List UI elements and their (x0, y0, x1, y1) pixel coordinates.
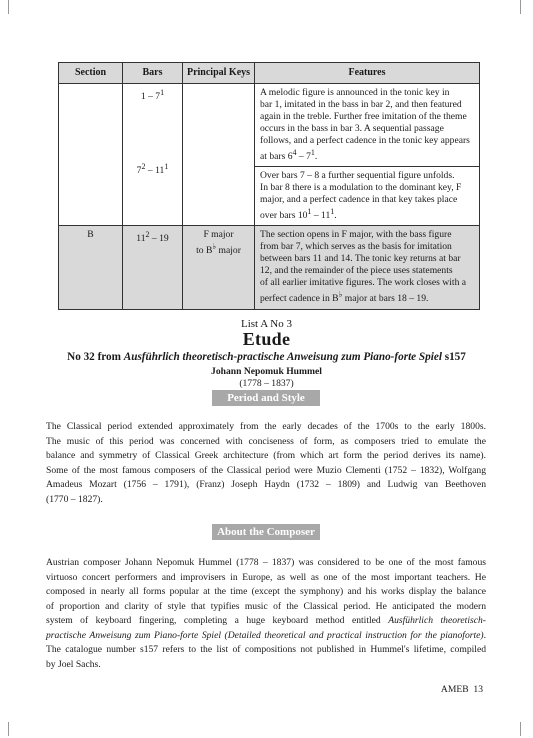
list-number: List A No 3 (240, 318, 293, 330)
work-title: No 32 from Ausführlich theoretisch-practische Anweisung zum Piano-forte Spiel s157 (67, 351, 466, 363)
structure-table (58, 62, 480, 310)
period-style-banner: Period and Style (212, 390, 320, 406)
crop-mark (520, 722, 521, 736)
bars-cell: $1 - 7^1$ $7^2 - 11^1$ (123, 84, 183, 226)
keys-cell: F major to B♭ major (183, 226, 255, 309)
table-header-row (59, 63, 480, 84)
header-section: Section (59, 63, 123, 84)
features-text: The section opens in F major, with the bass figure from bar 7, which serves as the basis for imitation between bars 11 and 14. The tonic key returns at bar 12, and the remainder of the piece uses statements of all earlier imitative figures. The work closes with a perfect cadence in B♭ major at bars 18 – 19. (260, 229, 467, 305)
features-text: A melodic figure is announced in the tonic key in bar 1, imitated in the bass in bar 2, and then featured again in the treble. Further free imitation of the theme occurs in the bass in bar 3. A sequential passage follows, and a perfect cadence in the tonic key appears at bars $6^4 - 7^1$. (260, 87, 470, 163)
about-composer-banner: About the Composer (212, 524, 320, 540)
header-keys: Principal Keys (183, 63, 255, 84)
keys-cell (183, 84, 255, 226)
bars-cell: $11^2 - 19$ (123, 226, 183, 309)
section-cell: B (59, 226, 123, 309)
composer-dates: (1778 – 1837) (239, 378, 294, 389)
header-bars: Bars (123, 63, 183, 84)
section-cell (59, 84, 123, 226)
composer-name: Johann Nepomuk Hummel (211, 366, 322, 377)
features-cell (255, 226, 480, 309)
composer-paragraph: Austrian composer Johann Nepomuk Hummel (1778 – 1837) was considered to be one of the most famous virtuoso concert performers and improvisers in Europe, as well as one of the most important teachers. He composed in nearly all forms popular at the time (except the symphony) and his works display the balance of proportion and clarity of style that typifies music of the Classical period. He anticipated the modern system of keyboard fingering, completing a huge keyboard method entitled Ausführlich theoretisch- practische Anweisung zum Piano-forte Spiel (Detailed theoretical and practical instruction for the pianoforte). The catalogue number s157 refers to the list of compositions not published in Hummel's lifetime, compiled by Joel Sachs. (46, 557, 486, 670)
crop-mark (520, 0, 521, 14)
page-footer: AMEB 13 (440, 684, 483, 695)
crop-mark (8, 0, 9, 14)
features-text: Over bars 7 – 8 a further sequential figure unfolds. In bar 8 there is a modulation to the dominant key, F major, and a perfect cadence in that key takes place over bars $10^1 - 11^1$. (255, 166, 479, 225)
piece-title: Etude (242, 329, 291, 349)
table-row (59, 84, 480, 226)
crop-mark (8, 722, 9, 736)
header-features: Features (255, 63, 480, 84)
table-row (59, 226, 480, 309)
features-cell (255, 84, 480, 226)
period-paragraph: The Classical period extended approximately from the early decades of the 1700s to the early 1800s. The music of this period was concerned with conciseness of form, as composers tried to emulate the balance and symmetry of Classical Greek architecture (from which art form the period derives its name). Some of the most famous composers of the Classical period were Muzio Clementi (1752 – 1832), Wolfgang Amadeus Mozart (1756 – 1791), (Franz) Joseph Haydn (1732 – 1809) and Ludwig van Beethoven (1770 – 1827). (46, 421, 486, 505)
